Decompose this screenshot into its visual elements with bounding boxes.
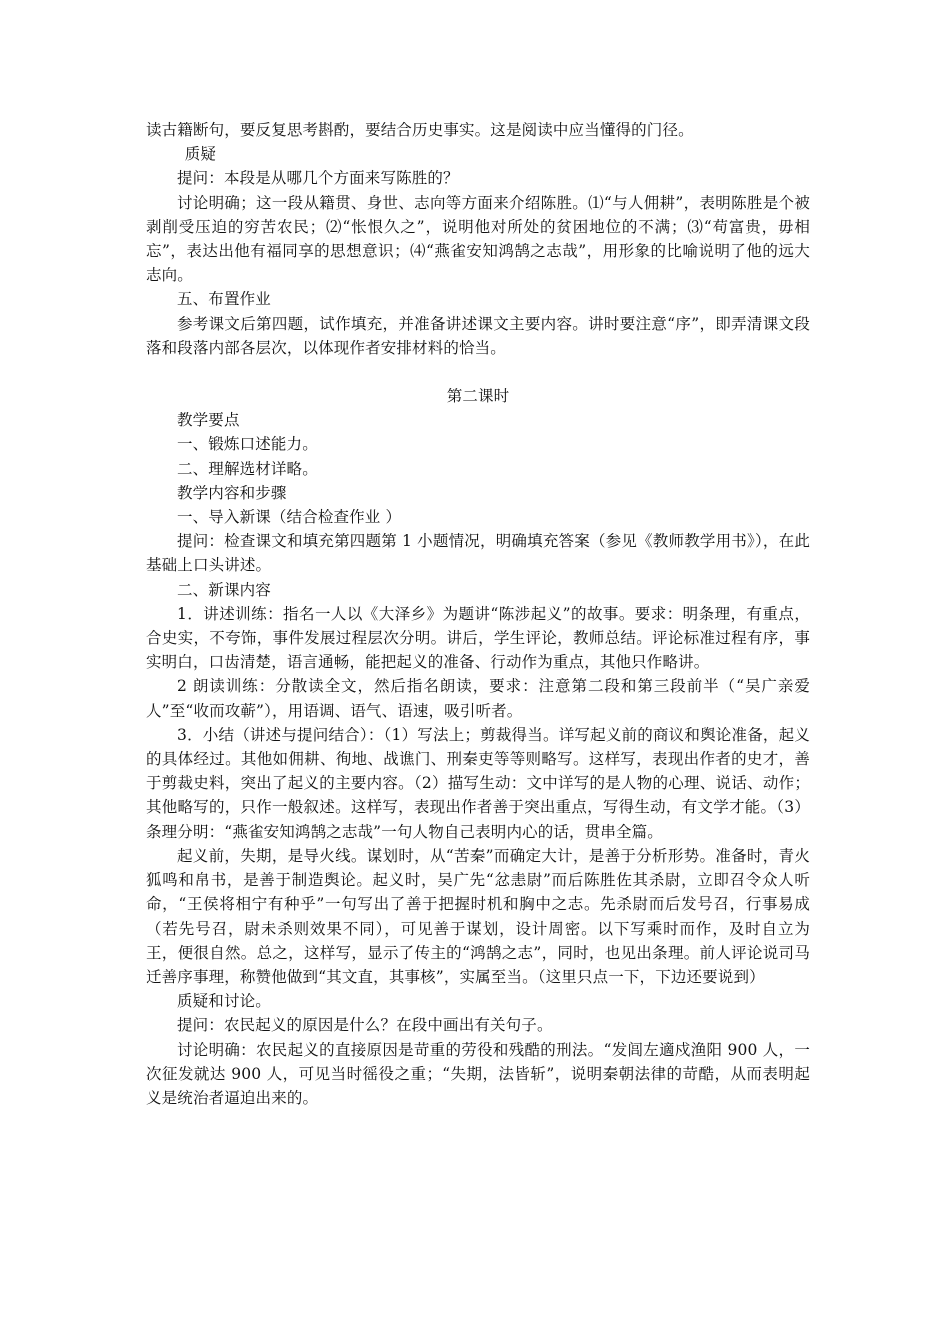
paragraph-question-3: 提问：农民起义的原因是什么？在段中画出有关句子。 (177, 1016, 553, 1035)
section-title-second-lesson: 第二课时 (446, 387, 510, 406)
step-introduction: 一、导入新课（结合检查作业 ） (177, 508, 402, 527)
paragraph-homework: 参考课文后第四题，试作填充，并准备讲述课文主要内容。讲时要注意“序”，即弄清课文段落和段落内部各层次，以体现作者安排材料的恰当。 (146, 314, 810, 357)
paragraph-narration-training: 1．讲述训练：指名一人以《大泽乡》为题讲“陈涉起义”的故事。要求：明条理，有重点，合史实，不夸饰，事件发展过程层次分明。讲后，学生评论，教师总结。评论标准过程有序，事实明白，口齿清楚，语言通畅，能把起义的准备、行动作为重点，其他只作略讲。 (146, 604, 810, 672)
paragraph-uprising-analysis: 起义前，失期，是导火线。谋划时，从“苦秦”而确定大计，是善于分析形势。准备时，青火狐鸣和帛书，是善于制造舆论。起义时，吴广先“忿恚尉”而后陈胜佐其杀尉，立即召令众人听命，“王侯将相宁有种乎”一句写出了善于把握时机和胸中之志。先杀尉而后发号召，行事易成（若先号召，尉未杀则效果不同），可见善于谋划，设计周密。以下写乘时而作，及时自立为王，便很自然。总之，这样写，显示了传主的“鸿鹄之志”，同时，也见出条理。前人评论说司马迁善序事理，称赞他做到“其文直，其事核”，实属至当。（这里只点一下，下边还要说到） (146, 846, 810, 986)
document-page (146, 118, 810, 1110)
heading-homework: 五、布置作业 (177, 290, 271, 309)
teaching-point-1: 一、锻炼口述能力。 (177, 435, 318, 454)
paragraph-question-2: 提问：检查课文和填充第四题第 1 小题情况，明确填充答案（参见《教师教学用书》），在此基础上口头讲述。 (146, 532, 810, 575)
paragraph-reading-method: 读古籍断句，要反复思考斟酌，要结合历史事实。这是阅读中应当懂得的门径。 (146, 121, 694, 139)
heading-teaching-points: 教学要点 (177, 411, 240, 430)
heading-questioning-discussion: 质疑和讨论。 (177, 992, 271, 1011)
step-new-content: 二、新课内容 (177, 580, 271, 599)
paragraph-question-1: 提问：本段是从哪几个方面来写陈胜的？ (177, 169, 459, 188)
paragraph-summary: 3．小结（讲述与提问结合）：（1）写法上；剪裁得当。详写起义前的商议和舆论准备，起义的具体经过。其他如佣耕、徇地、战谯门、刑秦吏等等则略写。这样写，表现出作者的史才，善于剪裁史料，突出了起义的主要内容。（2）描写生动：文中详写的是人物的心理、说话、动作；其他略写的，只作一般叙述。这样写，表现出作者善于突出重点，写得生动，有文学才能。（3）条理分明：“燕雀安知鸿鹄之志哉”一句人物自己表明内心的话，贯串全篇。 (146, 725, 810, 841)
heading-questioning: 质疑 (184, 145, 217, 164)
paragraph-reading-training: 2 朗读训练：分散读全文，然后指名朗读，要求：注意第二段和第三段前半（“吴广亲爱人”至“收而攻蕲”），用语调、语气、语速，吸引听者。 (146, 677, 810, 720)
blank-line (146, 360, 810, 384)
teaching-point-2: 二、理解选材详略。 (177, 459, 318, 478)
paragraph-discussion-1: 讨论明确；这一段从籍贯、身世、志向等方面来介绍陈胜。⑴“与人佣耕”，表明陈胜是个被剥削受压迫的穷苦农民；⑵“怅恨久之”，说明他对所处的贫困地位的不满；⑶“苟富贵，毋相忘”，表达出他有福同享的思想意识；⑷“燕雀安知鸿鹄之志哉”，用形象的比喻说明了他的远大志向。 (146, 193, 810, 285)
heading-content-steps: 教学内容和步骤 (177, 483, 287, 502)
paragraph-discussion-2: 讨论明确：农民起义的直接原因是苛重的劳役和残酷的刑法。“发闾左適戍渔阳 900 人，一次征发就达 900 人，可见当时徭役之重；“失期，法皆斩”，说明秦朝法律的苛酷，从而表明起义是统治者逼迫出来的。 (146, 1040, 810, 1107)
